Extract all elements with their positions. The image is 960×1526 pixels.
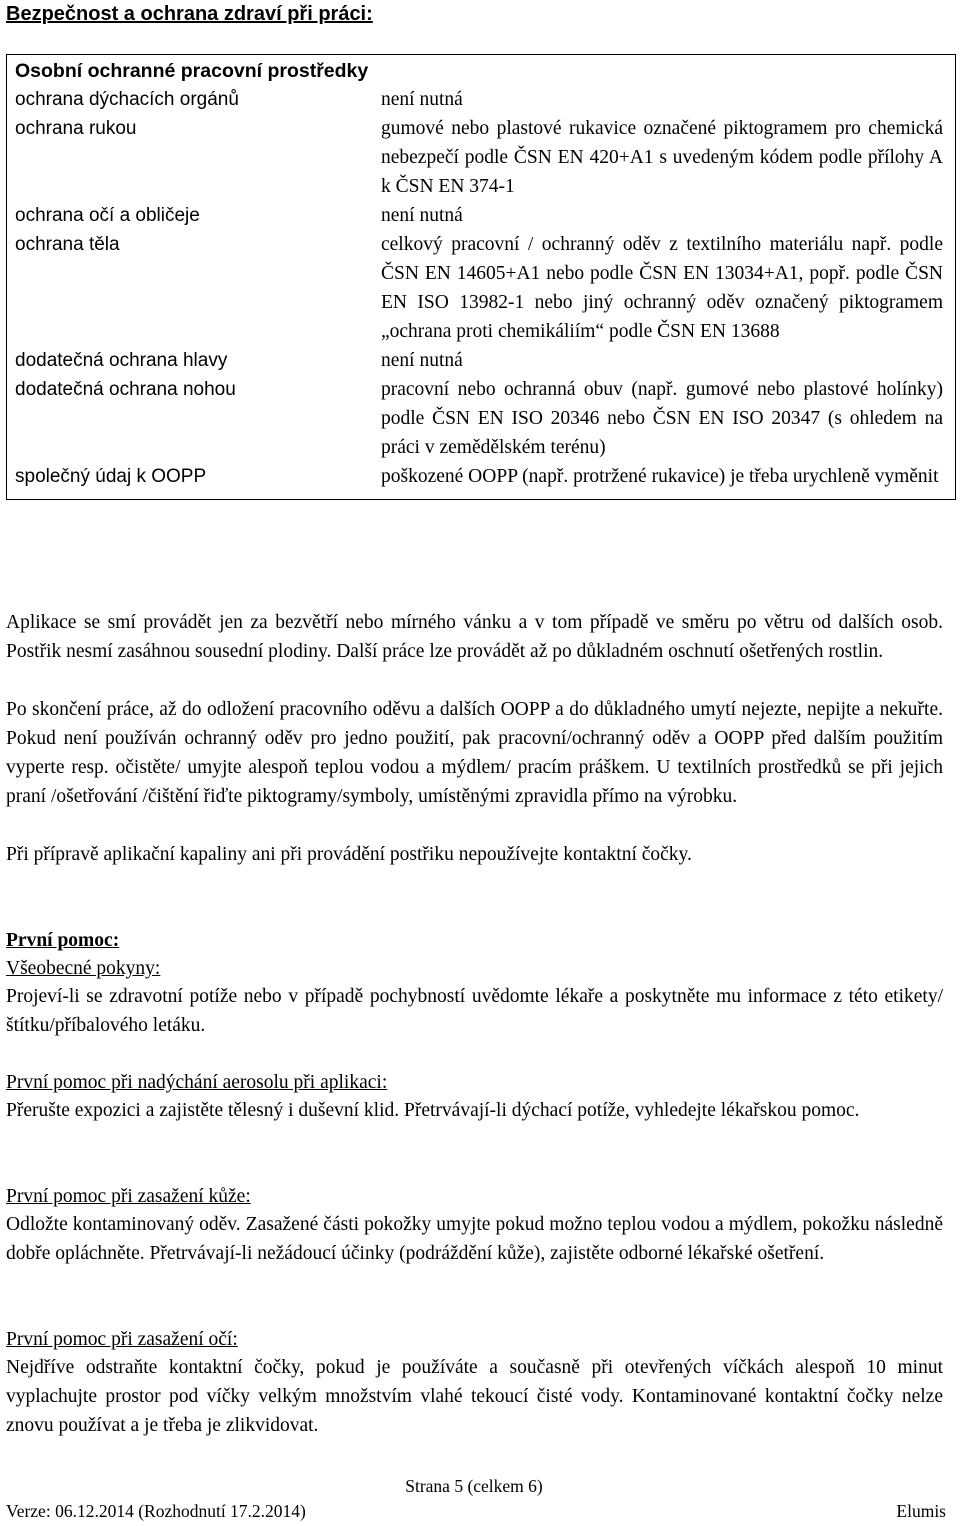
ppe-label: dodatečná ochrana hlavy: [15, 350, 228, 371]
ppe-value: celkový pracovní / ochranný oděv z textilního materiálu např. podle ČSN EN 14605+A1 nebo podle ČSN EN 13034+A1, popř. podle ČSN EN ISO 13982-1 nebo jiný ochranný oděv označený piktogramem „ochrana proti chemikáliím“ podle ČSN EN 13688: [381, 234, 943, 342]
eyes-heading-line: [6, 1325, 943, 1354]
ppe-table-header: Osobní ochranné pracovní prostředky: [15, 60, 369, 82]
ppe-table: [6, 54, 956, 500]
first-aid-title: První pomoc:: [6, 930, 120, 951]
inhalation-heading: První pomoc při nadýchání aerosolu při aplikaci:: [6, 1072, 388, 1093]
footer-version: Verze: 06.12.2014 (Rozhodnutí 17.2.2014): [6, 1501, 306, 1521]
ppe-label: ochrana rukou: [15, 118, 137, 139]
general-heading: Všeobecné pokyny:: [6, 958, 161, 979]
application-paragraph: Aplikace se smí provádět jen za bezvětří nebo mírného vánku a v tom případě ve směru po větru od dalších osob. Postřik nesmí zasáhnou sousední plodiny. Další práce lze provádět až po důkladném oschnutí ošetřených rostlin.: [6, 612, 943, 662]
general-heading-line: [6, 954, 943, 983]
table-row: [7, 201, 956, 230]
ppe-label: ochrana těla: [15, 234, 120, 255]
ppe-value: není nutná: [381, 350, 463, 371]
inhalation-text: Přerušte expozici a zajistěte tělesný i duševní klid. Přetrvávají-li dýchací potíže, vyhledejte lékařskou pomoc.: [6, 1100, 860, 1121]
eyes-heading: První pomoc při zasažení očí:: [6, 1329, 238, 1350]
ppe-table-header-row: [7, 55, 956, 86]
table-row: [7, 462, 956, 491]
eyes-text: Nejdříve odstraňte kontaktní čočky, pokud je používáte a současně při otevřených víčkách alespoň 10 minut vyplachujte prostor pod víčky velkým množstvím vlahé tekoucí čisté vody. Kontaminované kontaktní čočky nelze znovu používat a je třeba je zlikvidovat.: [6, 1357, 943, 1436]
skin-text: Odložte kontaminovaný oděv. Zasažené části pokožky umyjte pokud možno teplou vodou a mýdlem, pokožku následně dobře opláchněte. Přetrvávají-li nežádoucí účinky (podráždění kůže), zajistěte odborné lékařské ošetření.: [6, 1214, 943, 1264]
contact-lenses-paragraph: Při přípravě aplikační kapaliny ani při provádění postřiku nepoužívejte kontaktní čočky.: [6, 844, 692, 865]
footer-company: Elumis: [896, 1501, 946, 1521]
table-row: [7, 346, 956, 375]
ppe-label: společný údaj k OOPP: [15, 466, 207, 487]
skin-heading-line: [6, 1182, 943, 1211]
skin-heading: První pomoc při zasažení kůže:: [6, 1186, 251, 1207]
ppe-value: gumové nebo plastové rukavice označené piktogramem pro chemická nebezpečí podle ČSN EN 420+A1 s uvedeným kódem podle přílohy A k ČSN EN 374-1: [381, 118, 943, 197]
ppe-value: pracovní nebo ochranná obuv (např. gumové nebo plastové holínky) podle ČSN EN ISO 20346 nebo ČSN EN ISO 20347 (s ohledem na práci v zemědělském terénu): [381, 379, 943, 458]
ppe-label: dodatečná ochrana nohou: [15, 379, 236, 400]
after-work-paragraph: Po skončení práce, až do odložení pracovního oděvu a dalších OOPP a do důkladného umytí nejezte, nepijte a nekuřte. Pokud není používán ochranný oděv pro jedno použití, pak pracovní/ochranný oděv a OOPP před dalším použitím vyperte resp. očistěte/ umyjte alespoň teplou vodou a mýdlem/ pracím práškem. U textilních prostředků se při jejich praní /ošetřování /čištění řiďte piktogramy/symboly, umístěnými zpravidla přímo na výrobku.: [6, 699, 943, 807]
ppe-value: není nutná: [381, 89, 463, 110]
first-aid-title-line: [6, 926, 943, 955]
inhalation-heading-line: [6, 1068, 943, 1097]
ppe-value: není nutná: [381, 205, 463, 226]
table-spacer-row: [7, 491, 956, 500]
table-row: [7, 375, 956, 462]
table-row: [7, 114, 956, 201]
ppe-label: ochrana očí a obličeje: [15, 205, 200, 226]
table-row: [7, 230, 956, 346]
general-text: Projeví-li se zdravotní potíže nebo v případě pochybností uvědomte lékaře a poskytněte mu informace z této etikety/ štítku/příbalového letáku.: [6, 986, 943, 1036]
ppe-value: poškozené OOPP (např. protržené rukavice) je třeba urychleně vyměnit: [381, 466, 939, 487]
ppe-label: ochrana dýchacích orgánů: [15, 89, 239, 110]
footer-page-number: Strana 5 (celkem 6): [405, 1476, 543, 1496]
section-title: Bezpečnost a ochrana zdraví při práci:: [6, 3, 373, 25]
table-row: [7, 85, 956, 114]
